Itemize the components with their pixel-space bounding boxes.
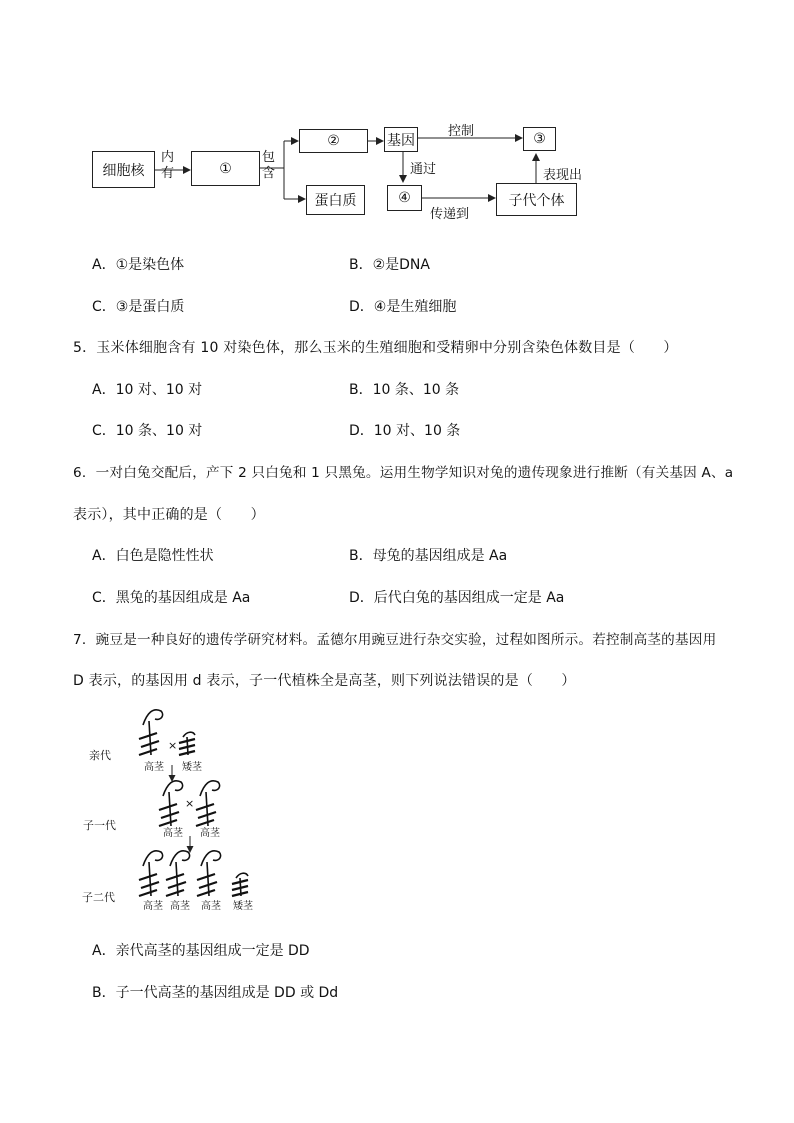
- q5-option-b: B．10 条、10 条: [349, 382, 460, 398]
- q7-stem-line2: D 表示，的基因用 d 表示，子一代植株全是高茎，则下列说法错误的是（ ）: [73, 673, 576, 689]
- parent-tall-label: 高茎: [144, 762, 164, 773]
- q6-option-a: A．白色是隐性性状: [92, 548, 214, 564]
- q4-option-b: B．②是DNA: [349, 257, 430, 273]
- q6-option-d: D．后代白兔的基因组成一定是 Aa: [349, 590, 565, 606]
- f2-tall-label-1: 高茎: [143, 901, 163, 912]
- q4-option-d: D．④是生殖细胞: [349, 299, 457, 315]
- f2-tall-plant-3: [197, 851, 221, 896]
- q4-option-a: A．①是染色体: [92, 257, 185, 273]
- q6-stem-line2: 表示），其中正确的是（ ）: [73, 507, 265, 523]
- box-1: ①: [191, 151, 260, 186]
- f2-generation-label: 子二代: [82, 891, 115, 904]
- q7-option-b: B．子一代高茎的基因组成是 DD 或 Dd: [92, 985, 339, 1001]
- f1-cross-symbol: ×: [185, 797, 195, 810]
- f2-tall-label-3: 高茎: [201, 901, 221, 912]
- q4-option-c: C．③是蛋白质: [92, 299, 185, 315]
- f1-generation-label: 子一代: [83, 819, 116, 832]
- gene-box: 基因: [384, 127, 418, 152]
- q6-option-b: B．母兔的基因组成是 Aa: [349, 548, 508, 564]
- box-4: ④: [387, 185, 422, 211]
- through-label: 通过: [410, 162, 437, 177]
- f1-tall-label-2: 高茎: [200, 828, 220, 839]
- parent-generation-label: 亲代: [89, 749, 111, 762]
- box-2: ②: [299, 129, 368, 153]
- parent-tall-plant: [139, 710, 163, 755]
- q5-option-c: C．10 条、10 对: [92, 423, 203, 439]
- pea-figure-drawing: [0, 700, 794, 920]
- q7-stem-line1: 7．豌豆是一种良好的遗传学研究材料。孟德尔用豌豆进行杂交实验，过程如图所示。若控制高茎的基因用: [73, 632, 717, 648]
- f1-tall-plant-1: [159, 781, 183, 826]
- q6-stem-line1: 6．一对白兔交配后，产下 2 只白兔和 1 只黑兔。运用生物学知识对兔的遗传现象进行推断（有关基因 A、a: [73, 465, 734, 481]
- f1-tall-plant-2: [196, 781, 220, 826]
- f1-tall-label-1: 高茎: [163, 828, 183, 839]
- protein-box: 蛋白质: [306, 185, 365, 215]
- contains-label-2: 包 含: [262, 150, 276, 181]
- f2-tall-plant-1: [139, 851, 163, 896]
- control-label: 控制: [448, 124, 475, 139]
- q6-option-c: C．黑兔的基因组成是 Aa: [92, 590, 251, 606]
- contains-label-1: 内 有: [161, 150, 175, 181]
- box-3: ③: [523, 127, 556, 151]
- q5-option-d: D．10 对、10 条: [349, 423, 461, 439]
- f2-short-label: 矮茎: [233, 901, 253, 912]
- f2-tall-label-2: 高茎: [170, 901, 190, 912]
- parent-short-plant: [179, 732, 195, 755]
- f2-short-plant: [232, 873, 248, 896]
- nucleus-box: 细胞核: [92, 151, 155, 188]
- q5-stem: 5．玉米体细胞含有 10 对染色体，那么玉米的生殖细胞和受精卵中分别含染色体数目是（ ）: [73, 340, 678, 356]
- parent-short-label: 矮茎: [182, 762, 202, 773]
- q7-option-a: A．亲代高茎的基因组成一定是 DD: [92, 943, 310, 959]
- express-label: 表现出: [543, 168, 583, 183]
- transmit-label: 传递到: [430, 207, 470, 222]
- q5-option-a: A．10 对、10 对: [92, 382, 203, 398]
- parent-cross-symbol: ×: [168, 739, 178, 752]
- f2-tall-plant-2: [166, 851, 190, 896]
- offspring-box: 子代个体: [496, 183, 577, 216]
